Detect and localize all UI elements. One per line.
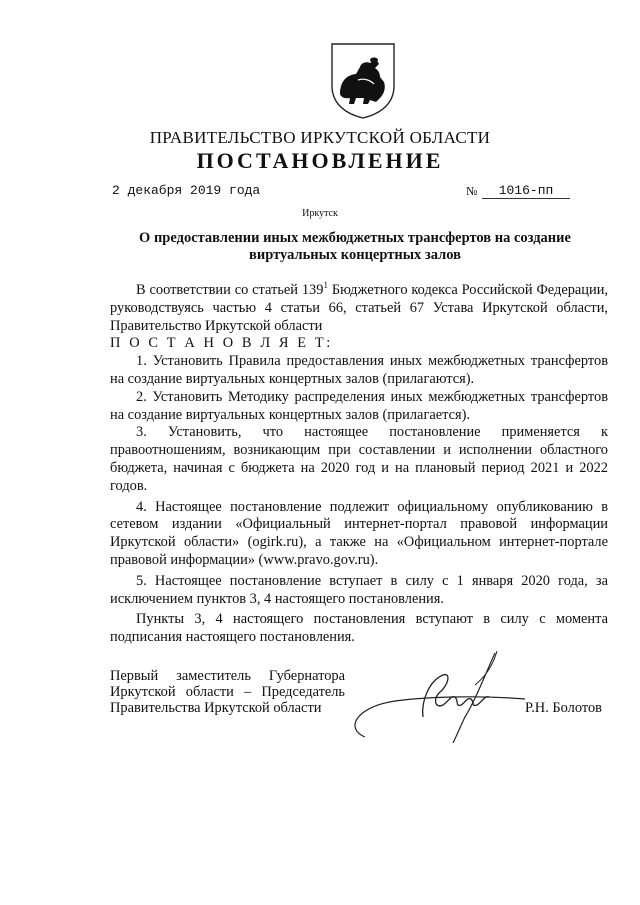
coat-of-arms-icon [330, 42, 396, 120]
preamble-text-a: В соответствии со статьей 139 [136, 282, 324, 298]
signer-position [110, 668, 345, 716]
document-body [110, 282, 608, 647]
number-sign: № [466, 184, 478, 198]
article-superscript: 1 [323, 280, 328, 291]
document-title [120, 230, 590, 264]
position-line-2: Иркутской области – Председатель [110, 684, 345, 700]
position-line-1: Первый заместитель Губернатора [110, 668, 345, 684]
preamble-text-b: Бюджетного кодекса Российской Федерации, руководствуясь частью 4 статьи 66, статьей 67 Устава Иркутской области, Правительство Иркутской области [110, 282, 608, 334]
item-6: Пункты 3, 4 настоящего постановления вступают в силу с момента подписания настоящего постановления. [110, 611, 608, 646]
preamble-paragraph [110, 282, 608, 335]
city: Иркутск [302, 208, 338, 219]
document-type: ПОСТАНОВЛЕНИЕ [196, 148, 444, 173]
item-4: 4. Настоящее постановление подлежит официальному опубликованию в сетевом издании «Официальный интернет-портал правовой информации Иркутской области» (ogirk.ru), а также на «Официальном интернет-портале правовой информации» (www.pravo.gov.ru). [110, 498, 608, 568]
authority-name: ПРАВИТЕЛЬСТВО ИРКУТСКОЙ ОБЛАСТИ [149, 128, 491, 147]
title-line-2: виртуальных концертных залов [249, 247, 461, 263]
signer-name: Р.Н. Болотов [525, 700, 602, 716]
handwritten-signature [325, 645, 540, 745]
item-5: 5. Настоящее постановление вступает в силу с 1 января 2020 года, за исключением пунктов 3, 4 настоящего постановления. [110, 572, 608, 607]
item-3: 3. Установить, что настоящее постановление применяется к правоотношениям, возникающим при составлении и исполнении областного бюджета, начиная с бюджета на 2020 год и на плановый период 2021 и 2022 годов. [110, 424, 608, 494]
item-1: 1. Установить Правила предоставления иных межбюджетных трансфертов на создание виртуальных концертных залов (прилагаются). [110, 353, 608, 387]
position-line-3: Правительства Иркутской области [110, 700, 322, 716]
item-2: 2. Установить Методику распределения иных межбюджетных трансфертов на создание виртуальных концертных залов (прилагается). [110, 388, 608, 423]
document-date: 2 декабря 2019 года [112, 183, 261, 198]
decree-word: П О С Т А Н О В Л Я Е Т: [110, 335, 333, 352]
title-line-1: О предоставлении иных межбюджетных трансфертов на создание [139, 230, 571, 246]
document-number: 1016-пп [482, 183, 570, 199]
